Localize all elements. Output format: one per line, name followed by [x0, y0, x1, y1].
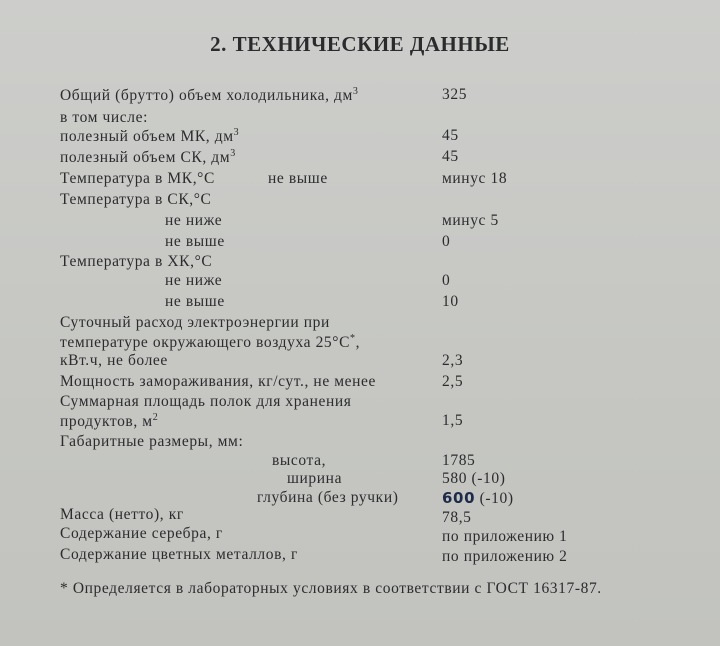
row-xk-temp-max-value: 10 [442, 293, 459, 310]
row-xk-temp-min-value: 0 [442, 272, 451, 289]
row-sk-volume-label: полезный объем СК, $дм^3$ [60, 148, 236, 167]
handwritten-depth: 600 [442, 489, 476, 507]
row-height-qualifier: высота, [272, 452, 327, 469]
row-gross-volume-label: Общий (брутто) объем холодильника, $дм^3$ [60, 86, 359, 105]
row-mass-label: Масса (нетто), кг [60, 506, 184, 523]
row-depth-value: 600 (-10) [442, 489, 514, 507]
row-energy-value: 2,3 [442, 352, 464, 369]
row-including-label: в том числе: [60, 109, 148, 126]
row-shelf-area-label-line1: Суммарная площадь полок для хранения [60, 393, 352, 410]
row-sk-volume-value: 45 [442, 148, 459, 165]
row-depth-qualifier: глубина (без ручки) [257, 489, 399, 506]
row-width-qualifier: ширина [287, 470, 343, 487]
row-sk-temp-max-value: 0 [442, 233, 451, 250]
row-sk-temp-min-value: минус 5 [442, 212, 499, 229]
row-energy-label-line1: Суточный расход электроэнергии при [60, 314, 330, 331]
row-mass-value: 78,5 [442, 509, 472, 526]
row-xk-temp-max-qualifier: не выше [165, 293, 225, 310]
row-width-value: 580 (-10) [442, 470, 506, 487]
row-freezing-label: Мощность замораживания, кг/сут., не менее [60, 373, 377, 390]
row-mk-temp-value: минус 18 [442, 170, 508, 187]
row-metals-value: по приложению 2 [442, 548, 568, 565]
row-xk-temp-label: Температура в ХК,°С [60, 253, 213, 270]
row-mk-volume-label: полезный объем МК, $дм^3$ [60, 127, 240, 146]
row-mk-temp-qualifier: не выше [268, 170, 328, 187]
row-shelf-area-label-line2: продуктов, $м^2$ [60, 412, 159, 431]
row-shelf-area-value: 1,5 [442, 412, 464, 429]
row-sk-temp-max-qualifier: не выше [165, 233, 225, 250]
row-gross-volume-value: 325 [442, 86, 468, 103]
row-silver-label: Содержание серебра, г [60, 525, 223, 542]
row-silver-value: по приложению 1 [442, 528, 568, 545]
row-mk-temp-label: Температура в МК,°С [60, 170, 215, 187]
row-sk-temp-min-qualifier: не ниже [165, 212, 223, 229]
row-mk-volume-value: 45 [442, 127, 459, 144]
row-freezing-value: 2,5 [442, 373, 464, 390]
row-metals-label: Содержание цветных металлов, г [60, 546, 298, 563]
page-title: 2. ТЕХНИЧЕСКИЕ ДАННЫЕ [210, 32, 510, 56]
row-energy-label-line2: температуре окружающего воздуха 25°С*, [60, 333, 361, 352]
footnote: * Определяется в лабораторных условиях в соответствии с ГОСТ 16317-87. [60, 580, 602, 597]
row-energy-label-line3: кВт.ч, не более [60, 352, 168, 369]
row-sk-temp-label: Температура в СК,°С [60, 191, 212, 208]
row-dimensions-label: Габаритные размеры, мм: [60, 433, 244, 450]
row-xk-temp-min-qualifier: не ниже [165, 272, 223, 289]
row-height-value: 1785 [442, 452, 476, 469]
